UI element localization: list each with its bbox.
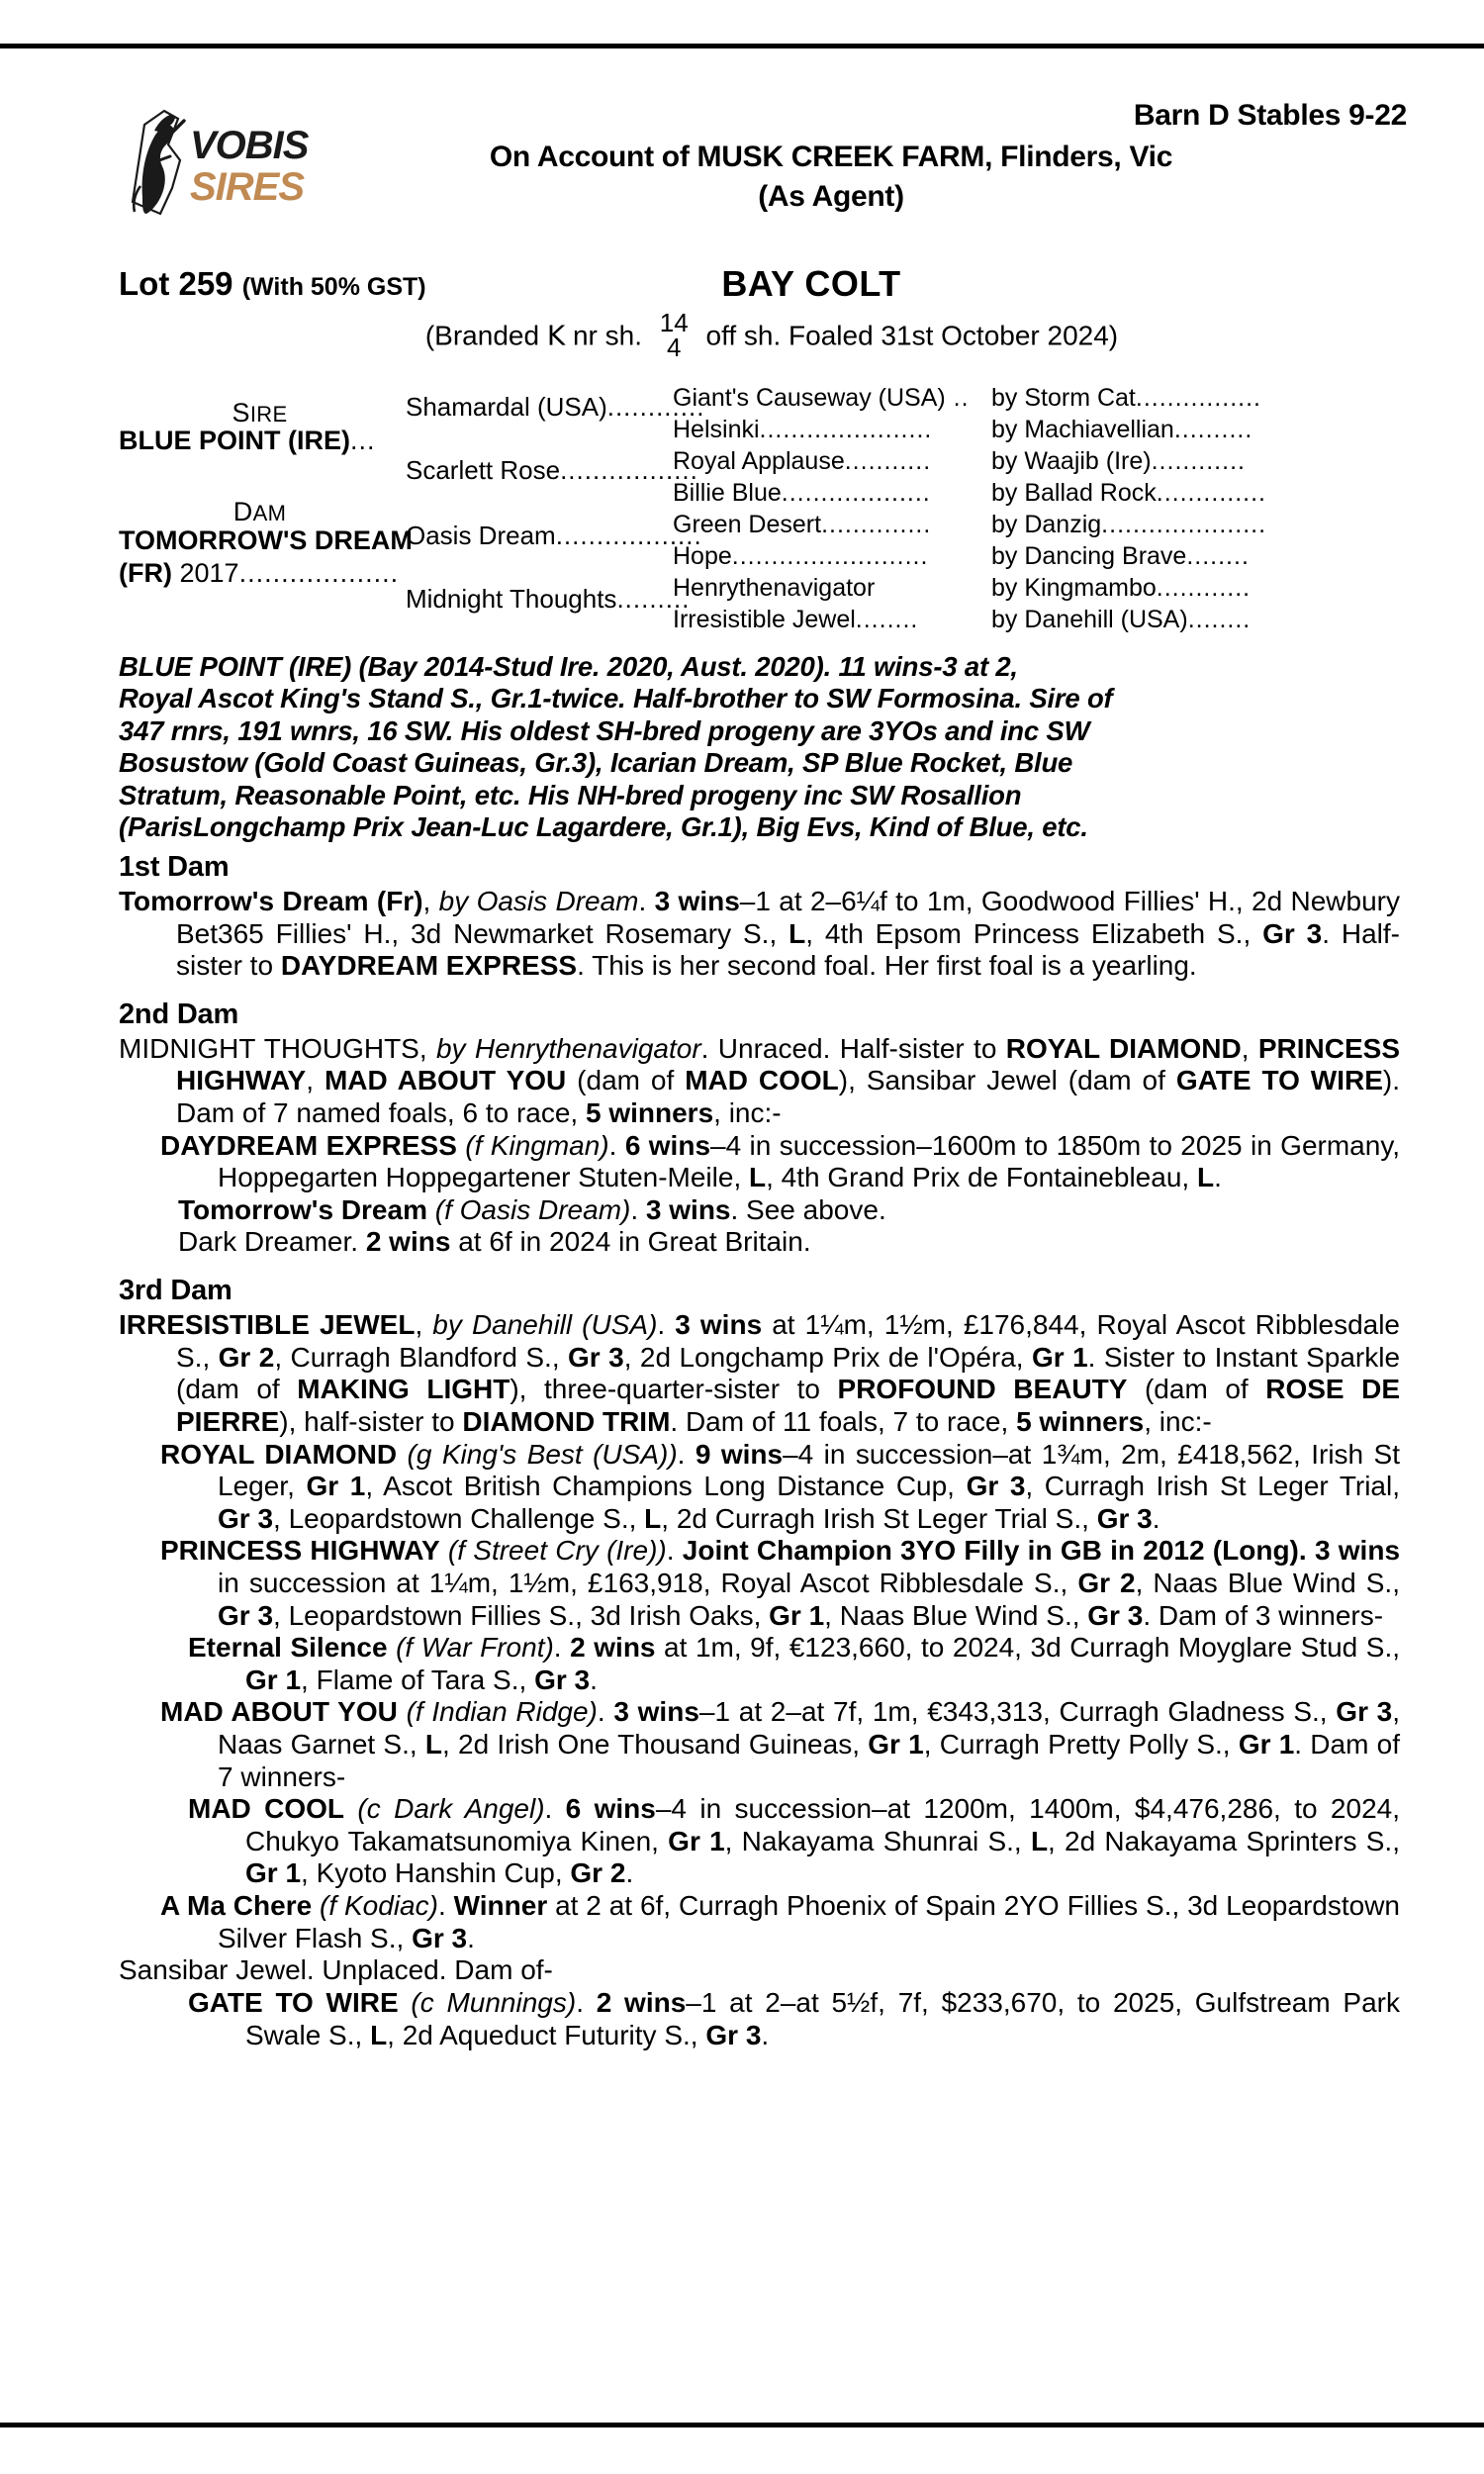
bottom-divider-rule [0, 2423, 1484, 2427]
dam-entry-midnight-thoughts: MIDNIGHT THOUGHTS, by Henrythenavigator. Unraced. Half-sister to ROYAL DIAMOND, PRINCESS HIGHWAY, MAD ABOUT YOU (dam of MAD COOL), Sansibar Jewel (dam of GATE TO WIRE). Dam of 7 named foals, 6 to race, 5 winners, inc:- [119, 1032, 1401, 1129]
sire-summary-line: BLUE POINT (IRE) (Bay 2014-Stud Ire. 2020, Aust. 2020). 11 wins-3 at 2, [119, 651, 1018, 682]
horse-name: GATE TO WIRE [188, 1986, 399, 2018]
horse-sire: (f Kodiac) [320, 1890, 438, 1922]
horse-name: Sansibar Jewel. [119, 1954, 315, 1986]
horse-name: Eternal Silence [188, 1632, 388, 1664]
progeny-entry-royal-diamond: ROYAL DIAMOND (g King's Best (USA)). 9 wins–4 in succession–at 1¾m, 2m, £418,562, Irish St Leger, Gr 1, Ascot British Champions Long Distance Cup, Gr 3, Curragh Irish St Leger Trial, Gr 3, Leopardstown Challenge S., L, 2d Curragh Irish St Leger Trial S., Gr 3. [160, 1438, 1400, 1534]
horse-sire: (f Indian Ridge) [406, 1696, 598, 1728]
dam-name: TOMORROW'S DREAM (FR) 2017................... [119, 525, 413, 588]
logo-wordmark-vobis: VOBIS [190, 124, 309, 167]
progeny-entry-mad-about-you: MAD ABOUT YOU (f Indian Ridge). 3 wins–1 at 2–at 7f, 1m, €343,313, Curragh Gladness S., Gr 3, Naas Garnet S., L, 2d Irish One Thousand Guineas, Gr 1, Curragh Pretty Polly S., Gr 1. Dam of 7 winners- [160, 1696, 1401, 1792]
brand-number-stack [659, 308, 689, 362]
grandparent-row: Oasis Dream.................. [406, 521, 702, 550]
horse-name: MIDNIGHT THOUGHTS [119, 1032, 419, 1064]
lot-number: Lot 259 [119, 265, 233, 302]
horse-name: Dark Dreamer. [178, 1226, 359, 1258]
horse-record: 6 wins [565, 1793, 656, 1825]
horse-name: PRINCESS HIGHWAY [160, 1535, 440, 1567]
sire-label: SIRE [232, 398, 288, 428]
sire-summary-line: 347 rnrs, 191 wnrs, 16 SW. His oldest SH-bred progeny are 3YOs and inc SW [119, 714, 1090, 746]
dam-section-heading-2: 2nd Dam [119, 998, 239, 1030]
great-grandparent-row: Irresistible Jewel........ by Danehill (USA)........ [673, 606, 1252, 633]
vendor-account-line: On Account of MUSK CREEK FARM, Flinders, Vic [489, 141, 1173, 173]
sire-summary-line: Bosustow (Gold Coast Guineas, Gr.3), Icarian Dream, SP Blue Rocket, Blue [119, 747, 1073, 779]
dam-entry-tomorrows-dream: Tomorrow's Dream (Fr), by Oasis Dream. 3 wins–1 at 2–6¼f to 1m, Goodwood Fillies' H., 2d Newbury Bet365 Fillies' H., 3d Newmarket Rosemary S., L, 4th Epsom Princess Elizabeth S., Gr 3. Half-sister to DAYDREAM EXPRESS. This is her second foal. Her first foal is a yearling. [119, 886, 1401, 982]
great-grandparent-row: Henrythenavigator by Kingmambo............ [673, 574, 1252, 602]
horse-record: Winner [453, 1890, 548, 1922]
progeny-entry-sansibar-jewel: Sansibar Jewel. Unplaced. Dam of- [119, 1954, 553, 1986]
horse-name: ROYAL DIAMOND [160, 1438, 398, 1470]
dam-section-heading-3: 3rd Dam [119, 1275, 232, 1307]
sire-summary-paragraph [119, 651, 1395, 844]
pedigree-great-grandparents-column [673, 374, 1395, 631]
horse-record: 3 wins [645, 1193, 731, 1225]
horse-sire: (f Street Cry (Ire)) [447, 1535, 667, 1567]
grandparent-row: Shamardal (USA)............ [406, 392, 705, 422]
horse-record: 2 wins [596, 1986, 687, 2018]
lot-line [0, 265, 1484, 313]
horse-record: 3 wins [654, 886, 740, 916]
lot-gst-note: (With 50% GST) [241, 273, 426, 301]
horse-name: DAYDREAM EXPRESS [160, 1129, 457, 1161]
horse-name: MAD ABOUT YOU [160, 1696, 398, 1728]
horse-sire: (g King's Best (USA)) [407, 1438, 678, 1470]
colour-and-sex: BAY COLT [721, 263, 901, 304]
horse-name: MAD COOL [188, 1793, 345, 1825]
great-grandparent-row: Green Desert.............. by Danzig..................... [673, 511, 1267, 538]
as-agent-line: (As Agent) [758, 180, 904, 213]
branding-and-foaling-line [247, 308, 1296, 362]
horse-name: IRRESISTIBLE JEWEL [119, 1309, 416, 1341]
great-grandparent-row: Royal Applause........... by Waajib (Ire)............ [673, 447, 1246, 475]
progeny-entry-dark-dreamer: Dark Dreamer. 2 wins at 6f in 2024 in Great Britain. [178, 1226, 811, 1258]
dam-year: 2017 [179, 557, 239, 588]
brand-symbol: K [546, 319, 566, 352]
progeny-entry-tomorrows-dream: Tomorrow's Dream (f Oasis Dream). 3 wins. See above. [178, 1193, 886, 1225]
horse-sire: by Henrythenavigator [435, 1032, 701, 1064]
sire-leader-dots: ... [350, 426, 376, 455]
sire-name: BLUE POINT (IRE)... [119, 426, 376, 455]
horse-record: 3 wins [675, 1309, 763, 1341]
brand-numerator: 14 [659, 308, 689, 337]
horse-record: 6 wins [624, 1129, 711, 1161]
brand-prefix: (Branded [424, 320, 540, 351]
sire-summary-line: Stratum, Reasonable Point, etc. His NH-bred progeny inc SW Rosallion [119, 779, 1022, 810]
horse-sire: (f Oasis Dream) [434, 1193, 631, 1225]
page-header [0, 85, 1484, 273]
pedigree-table [119, 374, 1395, 631]
grandparent-row: Midnight Thoughts......... [406, 584, 691, 614]
progeny-entry-princess-highway: PRINCESS HIGHWAY (f Street Cry (Ire)). Joint Champion 3YO Filly in GB in 2012 (Long). 3 wins in succession at 1¼m, 1½m, £163,918, Royal Ascot Ribblesdale S., Gr 2, Naas Blue Wind S., Gr 3, Leopardstown Fillies S., 3d Irish Oaks, Gr 1, Naas Blue Wind S., Gr 3. Dam of 3 winners- [160, 1535, 1401, 1631]
horse-sire: (c Munnings) [411, 1986, 577, 2018]
pedigree-narrative [119, 851, 1400, 2051]
horse-sire: (f War Front) [396, 1632, 554, 1664]
dam-entry-irresistible-jewel: IRRESISTIBLE JEWEL, by Danehill (USA). 3 wins at 1¼m, 1½m, £176,844, Royal Ascot Ribblesdale S., Gr 2, Curragh Blandford S., Gr 3, 2d Longchamp Prix de l'Opéra, Gr 1. Sister to Instant Sparkle (dam of MAKING LIGHT), three-quarter-sister to PROFOUND BEAUTY (dam of ROSE DE PIERRE), half-sister to DIAMOND TRIM. Dam of 11 foals, 7 to race, 5 winners, inc:- [119, 1309, 1401, 1437]
great-grandparent-row: Hope......................... by Dancing Brave........ [673, 542, 1250, 570]
grandparent-row: Scarlett Rose................. [406, 455, 698, 485]
pedigree-grandparents-column [406, 374, 705, 631]
horse-record: 9 wins [695, 1438, 784, 1470]
horse-record: 3 wins [1314, 1535, 1401, 1567]
top-divider-rule [0, 44, 1484, 48]
progeny-entry-mad-cool: MAD COOL (c Dark Angel). 6 wins–4 in succession–at 1200m, 1400m, $4,476,286, to 2024, Chukyo Takamatsunomiya Kinen, Gr 1, Nakayama Shunrai S., L, 2d Nakayama Sprinters S., Gr 1, Kyoto Hanshin Cup, Gr 2. [188, 1793, 1400, 1889]
great-grandparent-row: Helsinki...................... by Machiavellian.......... [673, 416, 1253, 443]
horse-name: Tomorrow's Dream (Fr) [119, 886, 423, 916]
horse-name: Tomorrow's Dream [178, 1193, 427, 1225]
dam-section-heading-1: 1st Dam [119, 851, 230, 883]
logo-wordmark-sires: SIRES [190, 165, 305, 209]
sire-summary-line: (ParisLongchamp Prix Jean-Luc Lagardere, Gr.1), Big Evs, Kind of Blue, etc. [119, 811, 1088, 843]
horse-sire: (c Dark Angel) [357, 1793, 545, 1825]
horse-record: 3 wins [613, 1696, 699, 1728]
horse-record: 2 wins [365, 1226, 451, 1258]
sire-summary-line: Royal Ascot King's Stand S., Gr.1-twice. Half-brother to SW Formosina. Sire of [119, 683, 1113, 714]
progeny-entry-daydream-express: DAYDREAM EXPRESS (f Kingman). 6 wins–4 in succession–1600m to 1850m to 2025 in Germany, Hoppegarten Hoppegartener Stuten-Meile, L, 4th Grand Prix de Fontainebleau, L. [160, 1129, 1401, 1193]
horse-title: Joint Champion 3YO Filly in GB in 2012 (Long). [682, 1535, 1307, 1567]
barn-stable-location: Barn D Stables 9-22 [1133, 99, 1407, 132]
horse-sire: by Oasis Dream [438, 886, 639, 916]
brand-near-shoulder-label: nr sh. [572, 320, 643, 351]
brand-suffix-foaling-date: off sh. Foaled 31st October 2024) [705, 320, 1119, 351]
horse-name: A Ma Chere [160, 1890, 313, 1922]
dam-label: DAM [232, 497, 287, 526]
progeny-entry-gate-to-wire: GATE TO WIRE (c Munnings). 2 wins–1 at 2–at 5½f, 7f, $233,670, to 2025, Gulfstream Park Swale S., L, 2d Aqueduct Futurity S., Gr 3. [188, 1986, 1400, 2050]
brand-denominator: 4 [667, 332, 682, 362]
progeny-entry-a-ma-chere: A Ma Chere (f Kodiac). Winner at 2 at 6f, Curragh Phoenix of Spain 2YO Fillies S., 3d Leopardstown Silver Flash S., Gr 3. [160, 1890, 1400, 1953]
great-grandparent-row: Giant's Causeway (USA) .. by Storm Cat................ [673, 384, 1262, 412]
horse-record: 2 wins [570, 1632, 656, 1664]
dam-leader-dots: ................... [238, 557, 400, 588]
horse-sire: by Danehill (USA) [432, 1309, 658, 1341]
horse-sire: (f Kingman) [465, 1129, 609, 1161]
pedigree-parents-column [119, 374, 413, 631]
great-grandparent-row: Billie Blue................... by Ballad Rock.............. [673, 479, 1266, 507]
progeny-entry-eternal-silence: Eternal Silence (f War Front). 2 wins at 1m, 9f, €123,660, to 2024, 3d Curragh Moyglare Stud S., Gr 1, Flame of Tara S., Gr 3. [188, 1632, 1401, 1695]
